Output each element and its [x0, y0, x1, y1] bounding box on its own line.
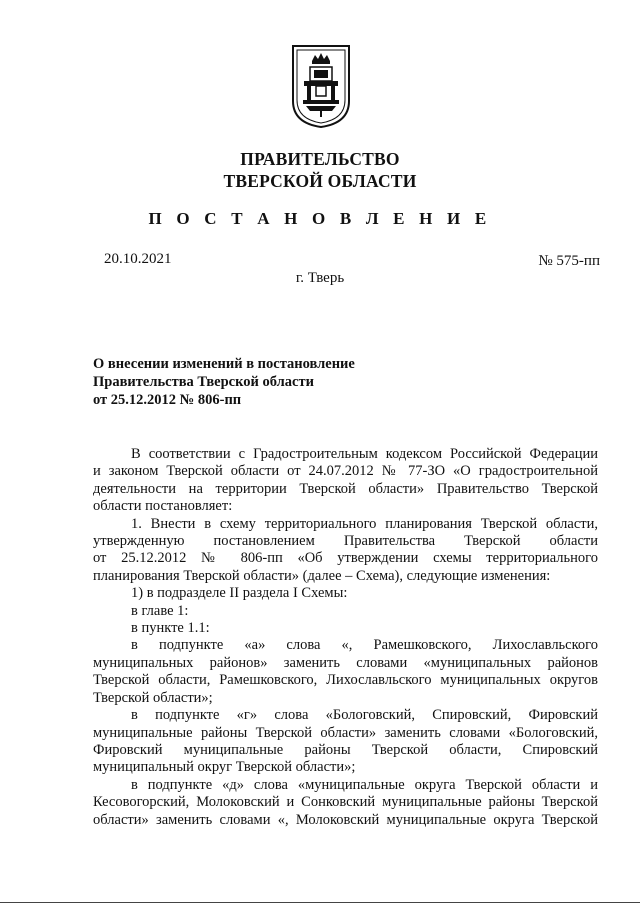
- body-line: утвержденную постановлением Правительства Тверской области: [93, 533, 598, 550]
- page-bottom-edge: [0, 902, 640, 903]
- body-line: области» заменить словами «, Молоковский муниципальные округа Тверской: [93, 811, 598, 828]
- decree-date: 20.10.2021: [104, 251, 172, 267]
- body-line: Фировский муниципальные районы Тверской области, Спировский: [93, 741, 598, 758]
- body-line: в подпункте «д» слова «муниципальные округа Тверской области и: [131, 776, 598, 793]
- government-title-line-1: ПРАВИТЕЛЬСТВО: [240, 149, 400, 169]
- decree-heading: П О С Т А Н О В Л Е Н И Е: [148, 209, 492, 228]
- tver-coat-of-arms-icon: [290, 43, 352, 129]
- government-title-line-2: ТВЕРСКОЙ ОБЛАСТИ: [223, 171, 417, 191]
- body-line: муниципальных районов» заменить словами «муниципальных районов: [93, 654, 598, 671]
- body-line: в пункте 1.1:: [131, 620, 210, 637]
- body-line: 1. Внести в схему территориального планирования Тверской области,: [131, 515, 598, 532]
- body-line: в подпункте «г» слова «Бологовский, Спировский, Фировский: [131, 707, 598, 724]
- body-line: муниципальные районы Тверской области» заменить словами «Бологовский,: [93, 724, 598, 741]
- body-line: Тверской области, Рамешковского, Лихославльского муниципальных округов: [93, 672, 598, 689]
- body-line: от 25.12.2012 № 806-пп «Об утверждении схемы территориального: [93, 550, 598, 567]
- body-line: 1) в подразделе II раздела I Схемы:: [131, 585, 348, 602]
- decree-number: № 575-пп: [538, 253, 600, 269]
- body-line: В соответствии с Градостроительным кодексом Российской Федерации: [131, 446, 598, 462]
- body-line: в главе 1:: [131, 602, 189, 619]
- body-line: области постановляет:: [93, 498, 233, 515]
- body-line: планирования Тверской области» (далее – Схема), следующие изменения:: [93, 567, 551, 584]
- body-line: и законом Тверской области от 24.07.2012 № 77-ЗО «О градостроительной: [93, 463, 598, 480]
- body-line: в подпункте «а» слова «, Рамешковского, Лихославльского: [131, 637, 598, 654]
- document-body: [93, 446, 598, 829]
- body-line: деятельности на территории Тверской области» Правительство Тверской: [93, 480, 598, 497]
- subject-line-3: от 25.12.2012 № 806-пп: [93, 392, 242, 408]
- decree-city: г. Тверь: [295, 270, 345, 286]
- subject-line-1: О внесении изменений в постановление: [93, 356, 355, 372]
- body-line: Кесовогорский, Молоковский и Сонковский муниципальные районы Тверской: [93, 794, 598, 811]
- body-line: муниципальный округ Тверской области»;: [93, 759, 356, 776]
- subject-line-2: Правительства Тверской области: [93, 374, 314, 390]
- body-line: Тверской области»;: [93, 689, 213, 706]
